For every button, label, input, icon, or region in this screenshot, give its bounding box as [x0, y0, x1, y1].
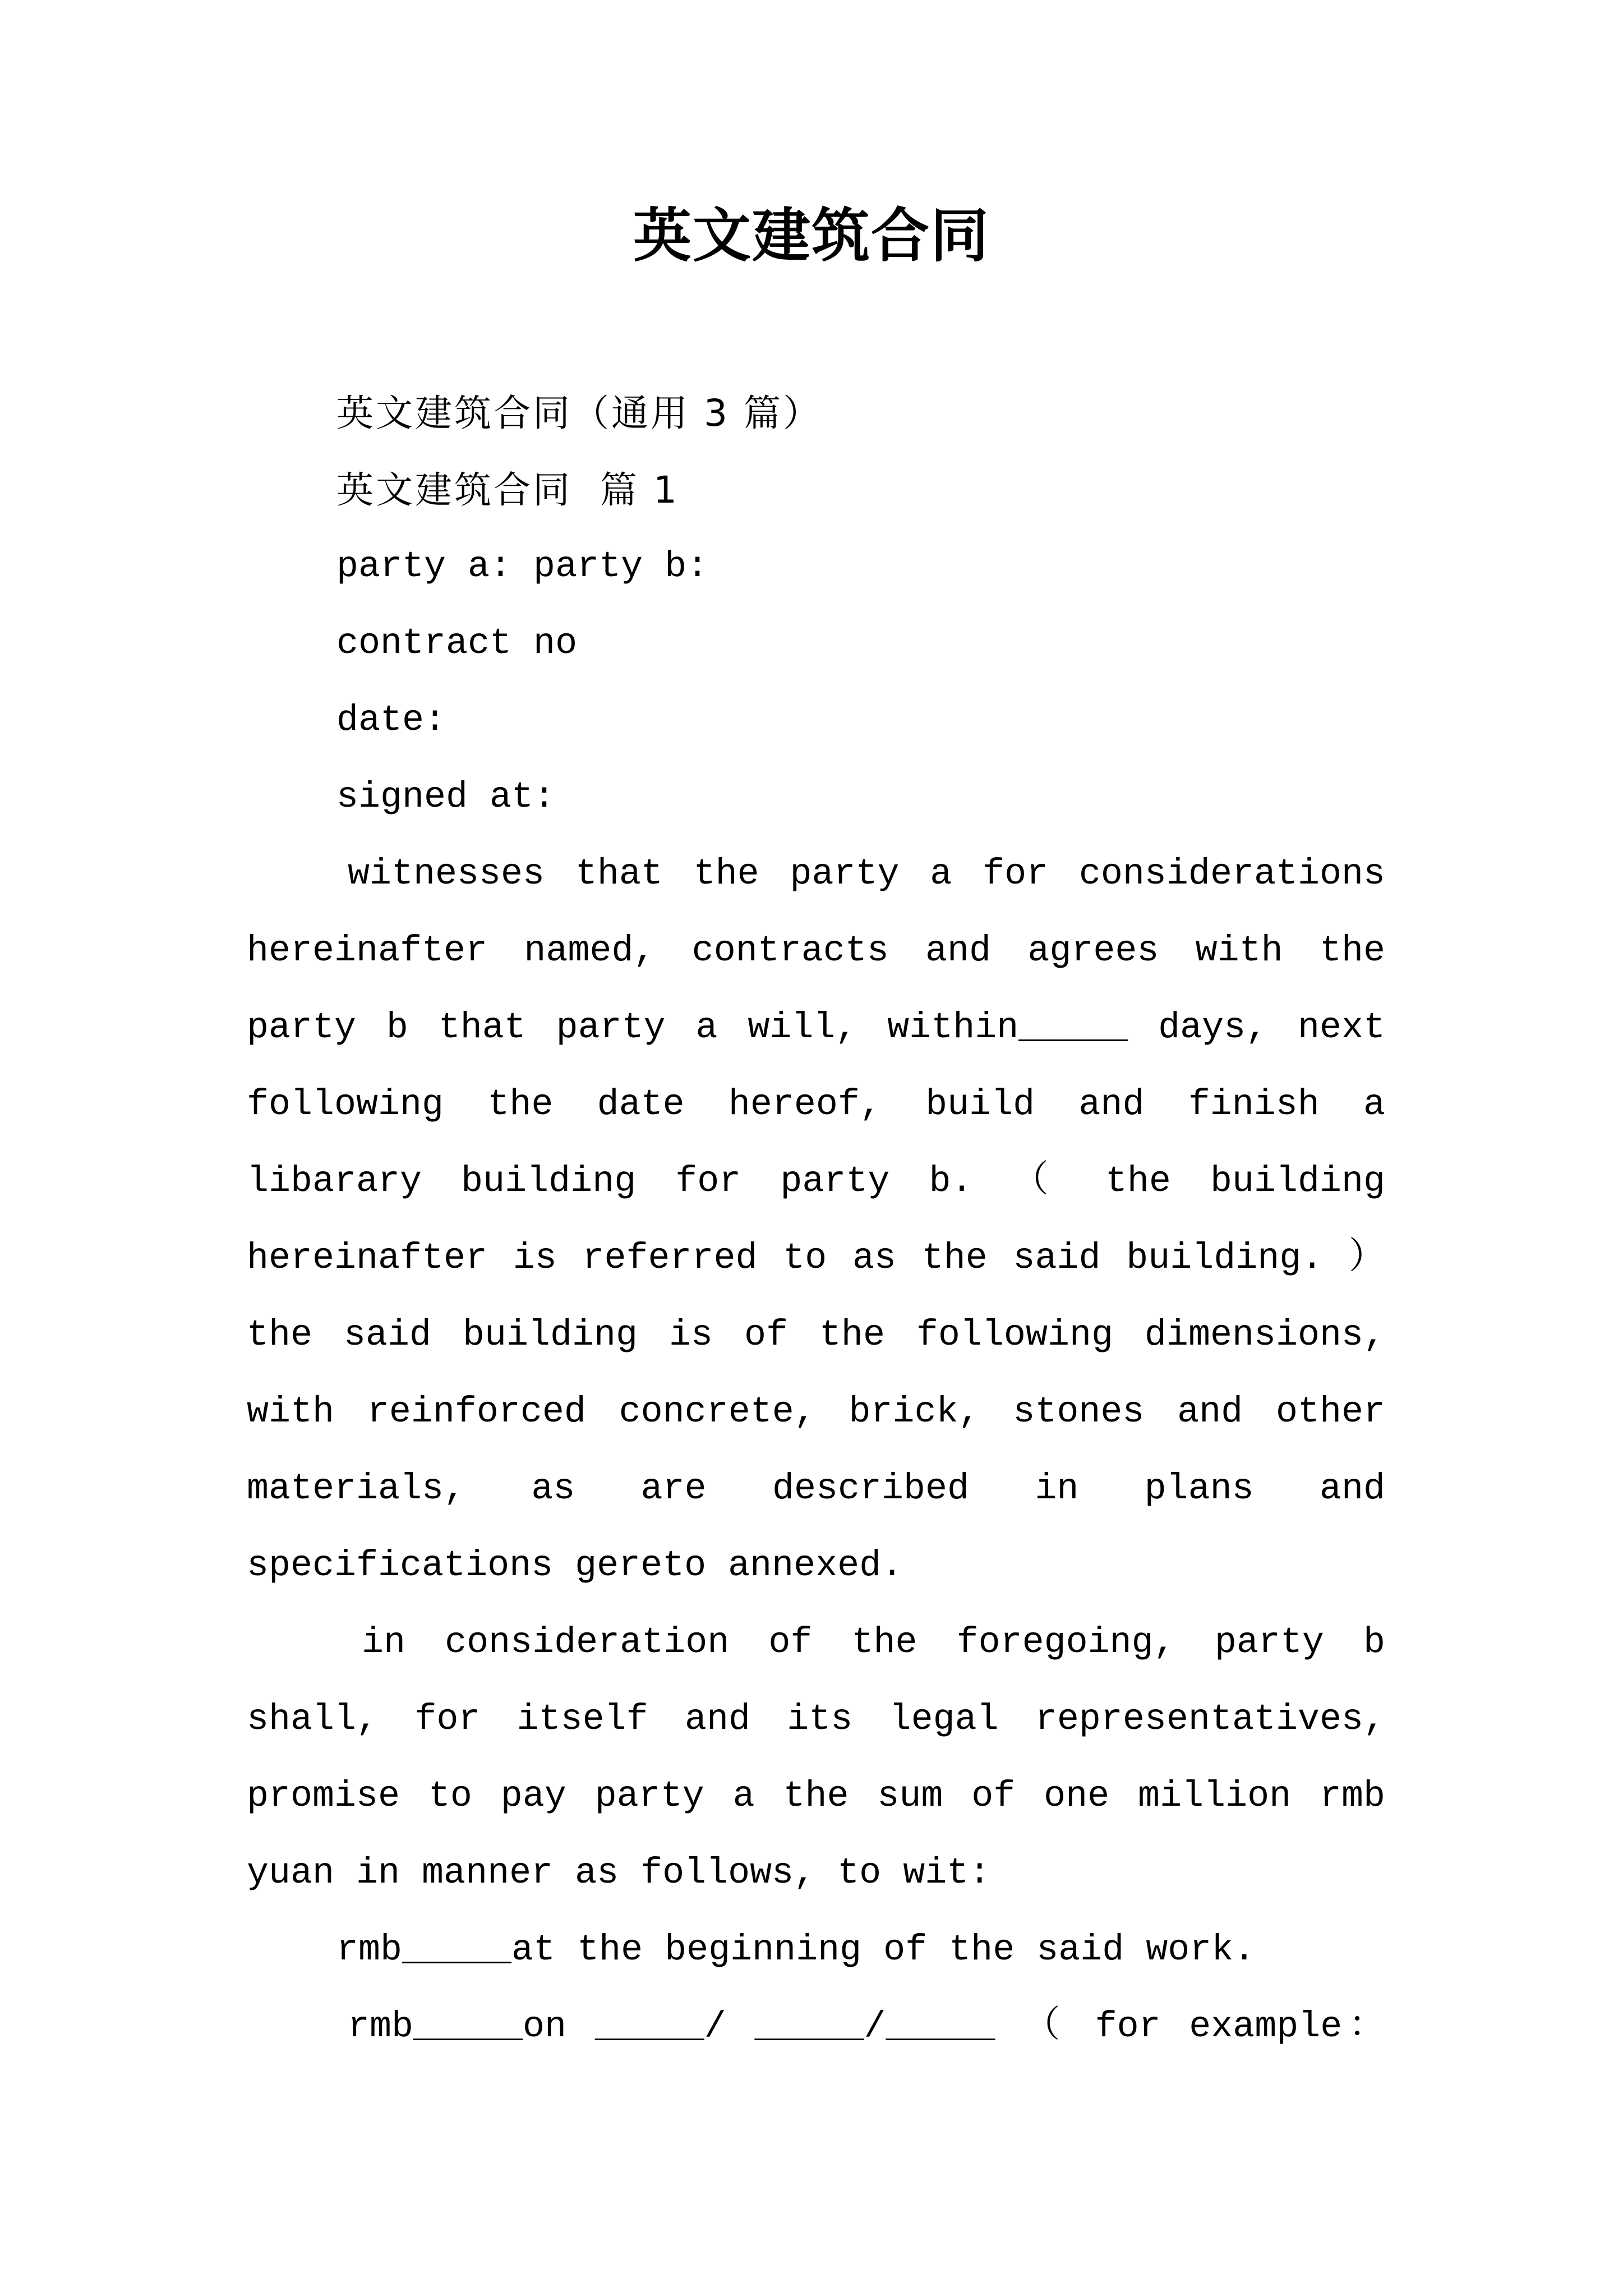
paragraph-line: hereinafter is referred to as the said building. ）	[247, 1237, 1385, 1279]
paragraph-line: following the date hereof, build and finish a	[247, 1084, 1385, 1125]
paragraph-line: party b that party a will, within_____ days, next	[247, 1007, 1385, 1048]
date-line: date:	[336, 700, 446, 741]
paragraph-line: specifications gereto annexed.	[247, 1545, 903, 1586]
paragraph-line: hereinafter named, contracts and agrees with the	[247, 930, 1385, 972]
parties-line: party a: party b:	[336, 546, 709, 587]
payment-line: rmb_____at the beginning of the said work.	[336, 1929, 1256, 1971]
paragraph-line: the said building is of the following dimensions,	[247, 1314, 1385, 1356]
contract-no-line: contract no	[336, 623, 578, 664]
paragraph-line: witnesses that the party a for considerations	[348, 853, 1385, 895]
paragraph-line: libarary building for party b. （ the building	[247, 1161, 1385, 1202]
paragraph-line: shall, for itself and its legal representatives,	[247, 1699, 1385, 1740]
paragraph-line: with reinforced concrete, brick, stones and other	[247, 1391, 1385, 1433]
document-title: 英文建筑合同	[633, 201, 990, 270]
document-subtitle: 英文建筑合同（通用 3 篇）	[336, 392, 822, 435]
signed-at-line: signed at:	[336, 776, 556, 818]
document-body	[247, 375, 1385, 2065]
payment-line: rmb_____on _____/ _____/_____ （ for example：	[348, 2006, 1385, 2047]
paragraph-line: in consideration of the foregoing, party b	[362, 1622, 1385, 1663]
section-heading: 英文建筑合同 篇 1	[336, 468, 679, 512]
paragraph-line: yuan in manner as follows, to wit:	[247, 1852, 991, 1894]
paragraph-line: promise to pay party a the sum of one million rmb	[247, 1775, 1385, 1817]
paragraph-line: materials, as are described in plans and	[247, 1468, 1385, 1510]
